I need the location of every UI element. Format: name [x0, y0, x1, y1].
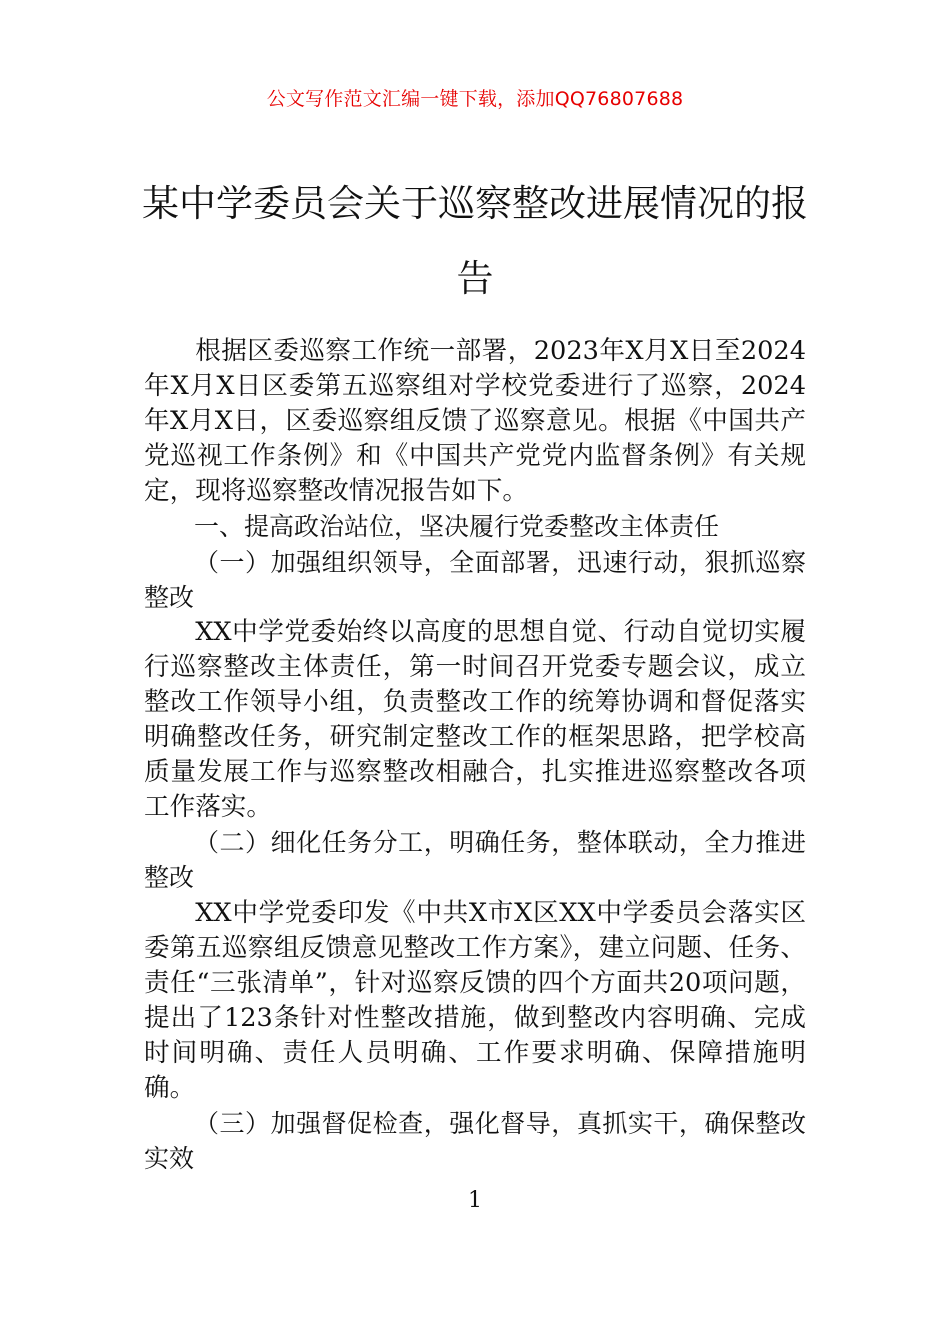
paragraph: XX中学党委印发《中共X市X区XX中学委员会落实区委第五巡察组反馈意见整改工作方案》，建立问题、任务、责任“三张清单”，针对巡察反馈的四个方面共20项问题，提出了123条针对性整改措施，做到整改内容明确、完成时间明确、责任人员明确、工作要求明确、保障措施明确。 — [144, 897, 806, 1103]
paragraph: XX中学党委始终以高度的思想自觉、行动自觉切实履行巡察整改主体责任，第一时间召开党委专题会议，成立整改工作领导小组，负责整改工作的统筹协调和督促落实明确整改任务，研究制定整改工作的框架思路，把学校高质量发展工作与巡察整改相融合，扎实推进巡察整改各项工作落实。 — [144, 616, 806, 823]
document-body — [144, 334, 806, 1176]
section-heading: 一、提高政治站位，坚决履行党委整改主体责任 — [194, 512, 720, 542]
paragraph: 根据区委巡察工作统一部署，2023年X月X日至2024年X月X日区委第五巡察组对学校党委进行了巡察，2024年X月X日，区委巡察组反馈了巡察意见。根据《中国共产党巡视工作条例》和《中国共产党党内监督条例》有关规定，现将巡察整改情况报告如下。 — [144, 336, 806, 507]
subsection-heading: （二）细化任务分工，明确任务，整体联动，全力推进整改 — [144, 828, 806, 893]
page-number: 1 — [468, 1188, 482, 1213]
page-title: 某中学委员会关于巡察整改进展情况的报告 — [142, 182, 808, 300]
header-note: 公文写作范文汇编一键下载，添加QQ76807688 — [266, 88, 684, 110]
subsection-heading: （一）加强组织领导，全面部署，迅速行动，狠抓巡察整改 — [144, 547, 806, 612]
subsection-heading: （三）加强督促检查，强化督导，真抓实干，确保整改实效 — [144, 1109, 806, 1174]
